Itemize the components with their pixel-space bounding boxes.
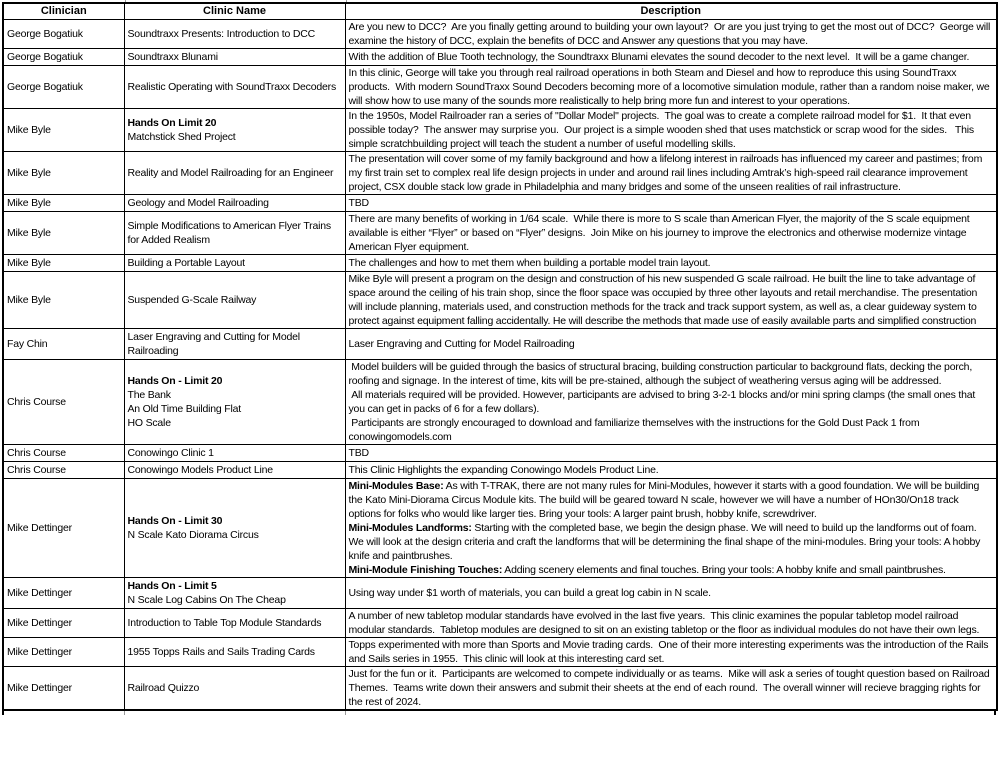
description-paragraph: TBD [348, 447, 369, 459]
clinic-name-line: Geology and Model Railroading [127, 197, 269, 209]
description-paragraph: Mike Byle will present a program on the design and construction of his new suspended G scale railroad. He built the line to take advantage of space around the ceiling of his train shop, since the floor space was occupied by three other layouts and retail merchandise. The presentation will include planning, materials used, and construction methods for the track and track support system, as well as, a clear guideway system to protect against equipment falling accidentally. He will describe the methods that made use of easily available parts and simplified construction [348, 273, 980, 327]
description-paragraph: TBD [348, 197, 369, 209]
description-paragraph: There are many benefits of working in 1/64 scale. While there is more to S scale than American Flyer, the majority of the S scale equipment available is either “Flyer” or based on “Flyer” designs. Join Mike on his journey to improve the electronics and otherwise modernize vintage American Flyer equipment. [348, 213, 973, 253]
table-row [3, 212, 997, 255]
clinician-cell: Fay Chin [3, 329, 124, 360]
clinic-name-line: Hands On - Limit 5 [127, 580, 217, 592]
clinic-name-cell [124, 462, 345, 479]
clinician-cell: Mike Byle [3, 272, 124, 329]
clinic-name-cell [124, 20, 345, 49]
clinic-name-cell [124, 255, 345, 272]
description-cell [345, 329, 997, 360]
cutoff-gridline [125, 0, 126, 2]
description-cell [345, 20, 997, 49]
description-paragraph: Participants are strongly encouraged to download and familiarize themselves with the instructions for the Gold Dust Pack 1 from conowingomodels.com [348, 417, 923, 443]
clinic-name-line: Hands On Limit 20 [127, 117, 217, 129]
cutoff-gridline [346, 0, 347, 2]
clinician-cell: Mike Byle [3, 152, 124, 195]
description-paragraph: Topps experimented with more than Sports and Movie trading cards. One of their more interesting experiments was the introduction of the Rails and Sails series in 1955. This clinic will look at this interesting card set. [348, 639, 992, 665]
clinic-name-line: N Scale Kato Diorama Circus [127, 529, 259, 541]
table-row [3, 445, 997, 462]
clinician-cell: Chris Course [3, 462, 124, 479]
clinic-name-line: HO Scale [127, 417, 171, 429]
clinic-name-line: Building a Portable Layout [127, 257, 245, 269]
cutoff-next-row [2, 711, 996, 715]
clinic-name-line: Matchstick Shed Project [127, 131, 236, 143]
description-paragraph: In the 1950s, Model Railroader ran a series of "Dollar Model" projects. The goal was to create a complete railroad model for $1. It that even possible today? The answer may surprise you. Our project is a simple wooden shed that uses matchstick or scrap wood for the sides. This simple scratchbuilding project will teach the student a number of useful modelling skills. [348, 110, 977, 150]
clinic-name-line: Railroad Quizzo [127, 682, 200, 694]
description-paragraph: With the addition of Blue Tooth technology, the Soundtraxx Blunami elevates the sound decoder to the next level. It will be a game changer. [348, 51, 970, 63]
clinician-cell: Chris Course [3, 445, 124, 462]
description-cell [345, 609, 997, 638]
description-paragraph: Laser Engraving and Cutting for Model Railroading [348, 338, 575, 350]
description-cell [345, 272, 997, 329]
description-cell [345, 360, 997, 445]
table-row [3, 609, 997, 638]
description-paragraph: Mini-Modules Base: As with T-TRAK, there are not many rules for Mini-Modules, however it starts with a good foundation. We will be building the Kato Mini-Diorama Circus Module kits. The build will be geared toward N scale, however we will have a number of HOn30/On18 track options for folks who would like larger ties. Bring your tools: A larger paint brush, hobby knife, screwdriver. [348, 480, 982, 520]
clinic-name-line: Soundtraxx Blunami [127, 51, 218, 63]
clinician-cell: Mike Dettinger [3, 667, 124, 711]
column-header-description: Description [345, 3, 997, 20]
table-row [3, 667, 997, 711]
clinic-name-line: An Old Time Building Flat [127, 403, 241, 415]
clinic-name-line: Introduction to Table Top Module Standards [127, 617, 322, 629]
clinic-name-cell [124, 272, 345, 329]
clinic-name-cell [124, 66, 345, 109]
table-row [3, 20, 997, 49]
description-cell [345, 212, 997, 255]
clinic-name-line: N Scale Log Cabins On The Cheap [127, 594, 286, 606]
clinician-cell: Mike Dettinger [3, 638, 124, 667]
clinician-cell: Mike Dettinger [3, 479, 124, 578]
description-cell [345, 462, 997, 479]
description-paragraph: The presentation will cover some of my family background and how a lifelong interest in railroads has influenced my career and pastimes; from my first train set to complex real life design projects in under and around rail lines including Amtrak’s high-speed rail clearance improvement project, CSX double stack low grade in Philadelphia and many bridges and some of the unseen realities of rail infrastructure. [348, 153, 985, 193]
clinic-name-cell [124, 445, 345, 462]
clinics-table [2, 2, 998, 711]
column-header-clinician: Clinician [3, 3, 124, 20]
description-cell [345, 638, 997, 667]
description-paragraph: Are you new to DCC? Are you finally getting around to building your own layout? Or are you just trying to get the most out of DCC? George will examine the history of DCC, explain the benefits of DCC and Answer any questions that you may have. [348, 21, 993, 47]
description-paragraph: Mini-Modules Landforms: Starting with the completed base, we begin the design phase. We will need to build up the landforms out of foam. We will look at the design criteria and craft the landforms that will be determining the final shape of the mini-modules. Bring your tools: A hobby knife and paintbrushes. [348, 522, 983, 562]
clinic-name-cell [124, 479, 345, 578]
table-header-row [3, 3, 997, 20]
clinic-name-cell [124, 212, 345, 255]
clinic-name-cell [124, 609, 345, 638]
clinic-name-line: Conowingo Clinic 1 [127, 447, 214, 459]
description-paragraph: In this clinic, George will take you through real railroad operations in both Steam and Diesel and how to reproduce this using SoundTraxx products. With modern SoundTraxx Sound Decoders becoming more of a locomotive simulation module, rather than a random noise maker, we will show how to use many of the sounds more realistically to help bring more fun and interest to your operations. [348, 67, 993, 107]
column-header-clinic-name: Clinic Name [124, 3, 345, 20]
clinic-name-line: Soundtraxx Presents: Introduction to DCC [127, 28, 316, 40]
table-row [3, 272, 997, 329]
description-cell [345, 445, 997, 462]
table-body [3, 20, 997, 711]
description-paragraph: Model builders will be guided through the basics of structural bracing, building construction particular to background flats, decking the porch, roofing and signage. In the interest of time, kits will be pre-stained, although the subject of weathering versus aging will be addressed. [348, 361, 975, 387]
clinic-name-cell [124, 667, 345, 711]
table-row [3, 329, 997, 360]
description-cell [345, 195, 997, 212]
description-paragraph: All materials required will be provided. However, participants are advised to bring 3-2-1 blocks and/or mini spring clamps (the small ones that you can get in packs of 6 for a few dollars). [348, 389, 978, 415]
description-paragraph: This Clinic Highlights the expanding Conowingo Models Product Line. [348, 464, 659, 476]
clinic-name-cell [124, 578, 345, 609]
table-row [3, 49, 997, 66]
description-cell [345, 255, 997, 272]
table-row [3, 360, 997, 445]
description-paragraph: Using way under $1 worth of materials, you can build a great log cabin in N scale. [348, 587, 711, 599]
clinician-cell: Mike Dettinger [3, 578, 124, 609]
table-row [3, 479, 997, 578]
table-row [3, 462, 997, 479]
clinician-cell: Mike Byle [3, 109, 124, 152]
clinician-cell: George Bogatiuk [3, 49, 124, 66]
clinic-name-line: Reality and Model Railroading for an Engineer [127, 167, 334, 179]
description-paragraph: Just for the fun or it. Participants are welcomed to compete individually or as teams. Mike will ask a series of tought question based on Railroad Themes. Teams write down their answers and submit their sheets at the end of each round. The overall winner will recieve bragging rights for the rest of 2024. [348, 668, 993, 708]
table-row [3, 638, 997, 667]
table-row [3, 195, 997, 212]
clinic-name-cell [124, 109, 345, 152]
clinic-name-cell [124, 329, 345, 360]
clinician-cell: Mike Byle [3, 195, 124, 212]
description-cell [345, 578, 997, 609]
clinic-name-cell [124, 638, 345, 667]
clinic-name-cell [124, 360, 345, 445]
description-cell [345, 152, 997, 195]
description-cell [345, 109, 997, 152]
clinician-cell: Mike Byle [3, 255, 124, 272]
description-paragraph: Mini-Module Finishing Touches: Adding scenery elements and final touches. Bring your tools: A hobby knife and small paintbrushes. [348, 564, 946, 576]
description-cell [345, 49, 997, 66]
description-cell [345, 479, 997, 578]
table-row [3, 66, 997, 109]
clinic-name-cell [124, 195, 345, 212]
clinician-cell: Mike Dettinger [3, 609, 124, 638]
description-paragraph: A number of new tabletop modular standards have evolved in the last five years. This clinic examines the popular tabletop model railroad modular standards. Tabletop modules are designed to sit on an existing tabletop or the floor as individual modules do not have their own legs. [348, 610, 980, 636]
table-row [3, 152, 997, 195]
clinic-name-line: Laser Engraving and Cutting for Model Railroading [127, 331, 300, 357]
clinic-name-line: Hands On - Limit 30 [127, 515, 223, 527]
clinic-name-line: 1955 Topps Rails and Sails Trading Cards [127, 646, 315, 658]
table-row [3, 578, 997, 609]
description-paragraph: The challenges and how to met them when building a portable model train layout. [348, 257, 711, 269]
clinic-name-line: Realistic Operating with SoundTraxx Decoders [127, 81, 336, 93]
clinic-name-cell [124, 152, 345, 195]
description-cell [345, 667, 997, 711]
clinic-name-line: Suspended G-Scale Railway [127, 294, 257, 306]
description-cell [345, 66, 997, 109]
clinic-name-line: The Bank [127, 389, 171, 401]
clinic-name-line: Simple Modifications to American Flyer Trains for Added Realism [127, 220, 331, 246]
clinician-cell: Chris Course [3, 360, 124, 445]
clinic-name-line: Hands On - Limit 20 [127, 375, 223, 387]
clinician-cell: George Bogatiuk [3, 66, 124, 109]
clinician-cell: George Bogatiuk [3, 20, 124, 49]
table-row [3, 109, 997, 152]
clinic-name-cell [124, 49, 345, 66]
clinic-name-line: Conowingo Models Product Line [127, 464, 273, 476]
clinician-cell: Mike Byle [3, 212, 124, 255]
table-row [3, 255, 997, 272]
